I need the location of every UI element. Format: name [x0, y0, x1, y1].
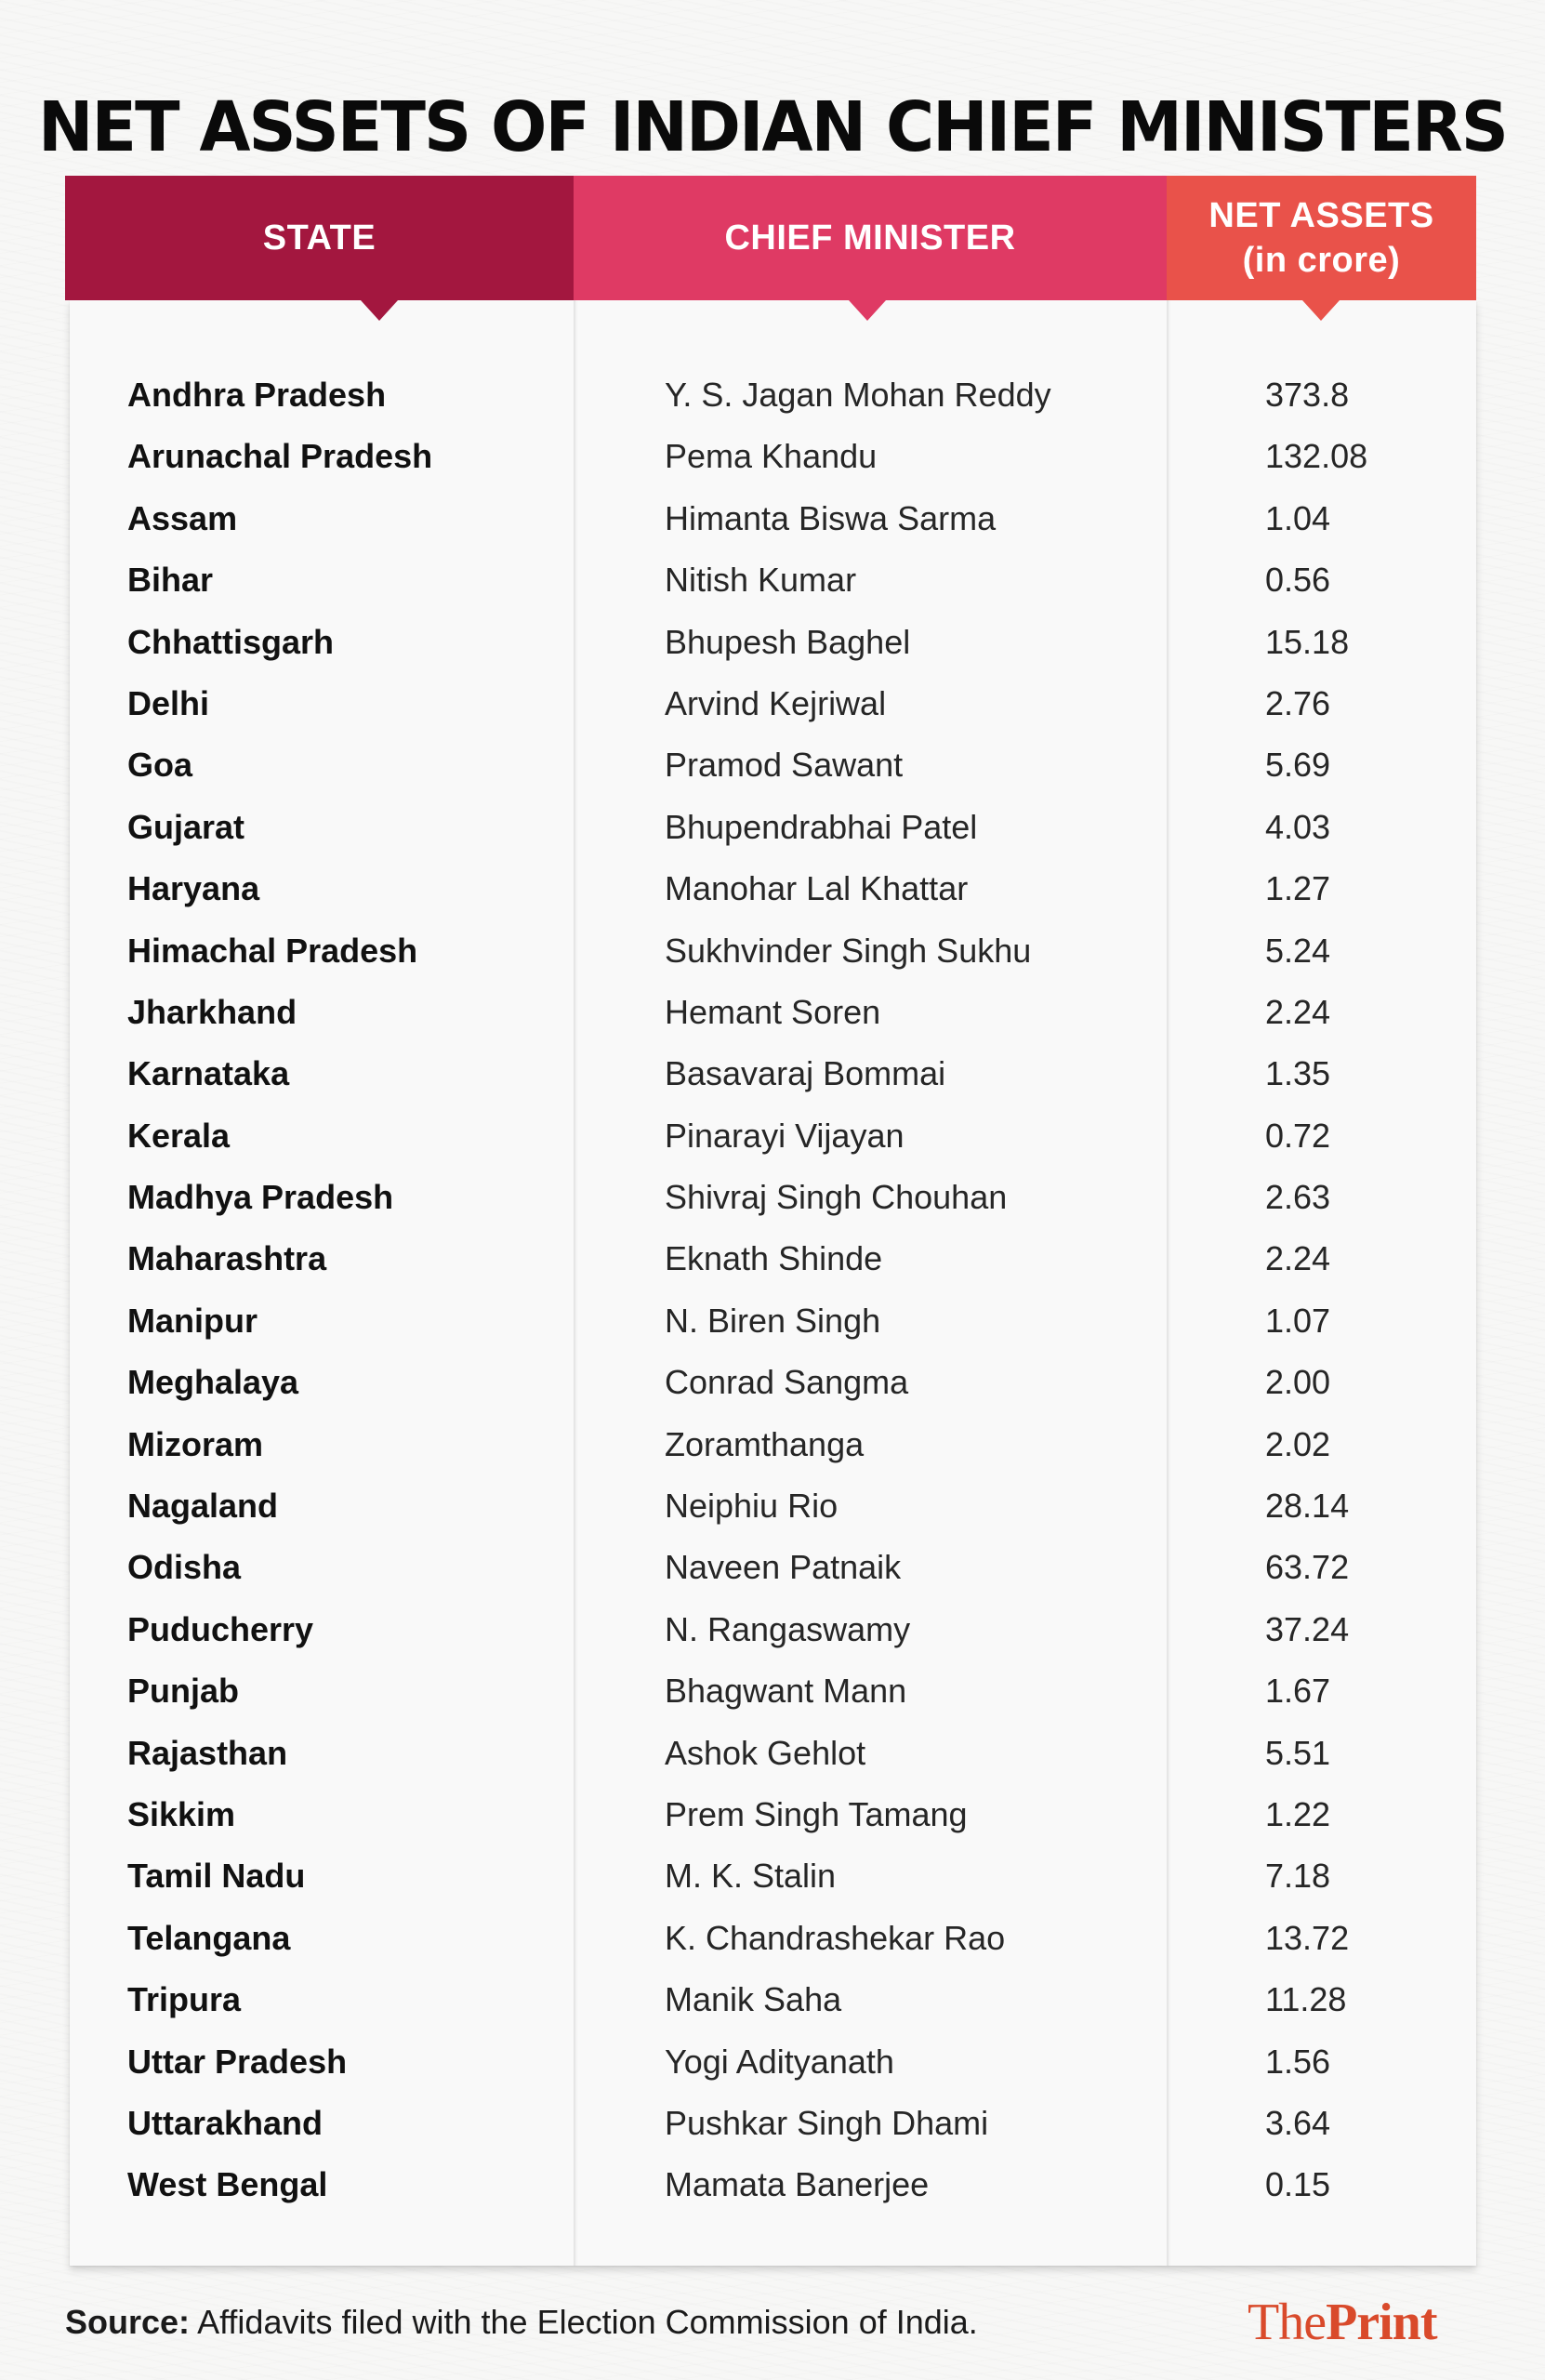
- chief-minister-cell: Y. S. Jagan Mohan Reddy: [665, 376, 1051, 414]
- table-row: [0, 1105, 1545, 1167]
- net-assets-cell: 15.18: [1265, 622, 1350, 661]
- net-assets-cell: 1.67: [1265, 1672, 1331, 1711]
- chief-minister-cell: Basavaraj Bommai: [665, 1054, 946, 1093]
- state-cell: Punjab: [127, 1672, 240, 1711]
- header-cm-label: CHIEF MINISTER: [724, 218, 1016, 258]
- table-row: [0, 1784, 1545, 1845]
- net-assets-cell: 0.72: [1265, 1116, 1331, 1155]
- chief-minister-cell: K. Chandrashekar Rao: [665, 1918, 1006, 1957]
- state-cell: Jharkhand: [127, 992, 297, 1031]
- chief-minister-cell: Conrad Sangma: [665, 1363, 909, 1402]
- state-cell: Maharashtra: [127, 1239, 327, 1278]
- chief-minister-cell: Pramod Sawant: [665, 746, 904, 785]
- table-row: [0, 1228, 1545, 1289]
- state-cell: Uttar Pradesh: [127, 2042, 348, 2081]
- table-rows: [0, 364, 1545, 2216]
- state-cell: Mizoram: [127, 1424, 264, 1463]
- chief-minister-cell: Sukhvinder Singh Sukhu: [665, 931, 1032, 970]
- net-assets-cell: 13.72: [1265, 1918, 1350, 1957]
- state-cell: Gujarat: [127, 807, 245, 846]
- state-cell: Bihar: [127, 561, 214, 600]
- net-assets-cell: 2.24: [1265, 992, 1331, 1031]
- table-row: [0, 858, 1545, 919]
- table-row: [0, 734, 1545, 796]
- state-cell: Uttarakhand: [127, 2103, 324, 2142]
- table-row: [0, 920, 1545, 982]
- chief-minister-cell: Bhupendrabhai Patel: [665, 807, 978, 846]
- table-row: [0, 1908, 1545, 1969]
- chief-minister-cell: Himanta Biswa Sarma: [665, 498, 997, 537]
- table-row: [0, 2031, 1545, 2093]
- net-assets-cell: 5.51: [1265, 1733, 1331, 1772]
- table-row: [0, 1845, 1545, 1907]
- chief-minister-cell: Arvind Kejriwal: [665, 683, 887, 722]
- state-cell: Rajasthan: [127, 1733, 288, 1772]
- table-row: [0, 1414, 1545, 1475]
- state-cell: Tamil Nadu: [127, 1857, 306, 1896]
- theprint-logo: [1248, 2293, 1436, 2352]
- net-assets-cell: 1.04: [1265, 498, 1331, 537]
- logo-print: Print: [1326, 2294, 1437, 2351]
- table-row: [0, 364, 1545, 426]
- state-cell: Kerala: [127, 1116, 231, 1155]
- table-row: [0, 1043, 1545, 1104]
- state-cell: Meghalaya: [127, 1363, 299, 1402]
- net-assets-cell: 3.64: [1265, 2103, 1331, 2142]
- table-row: [0, 2154, 1545, 2215]
- header-net-line2: (in crore): [1242, 241, 1401, 280]
- net-assets-cell: 1.27: [1265, 869, 1331, 908]
- state-cell: Nagaland: [127, 1487, 279, 1526]
- chief-minister-cell: Yogi Adityanath: [665, 2042, 894, 2081]
- chief-minister-cell: Pushkar Singh Dhami: [665, 2103, 989, 2142]
- net-assets-cell: 1.56: [1265, 2042, 1331, 2081]
- state-cell: Haryana: [127, 869, 260, 908]
- source-label: Source:: [65, 2303, 191, 2341]
- net-assets-cell: 2.76: [1265, 683, 1331, 722]
- chief-minister-cell: Manik Saha: [665, 1980, 842, 2019]
- net-assets-cell: 2.24: [1265, 1239, 1331, 1278]
- chief-minister-cell: Bhagwant Mann: [665, 1672, 907, 1711]
- chief-minister-cell: Bhupesh Baghel: [665, 622, 911, 661]
- net-assets-cell: 28.14: [1265, 1487, 1350, 1526]
- header-state-label: STATE: [262, 218, 376, 258]
- state-cell: Delhi: [127, 683, 210, 722]
- table-row: [0, 549, 1545, 611]
- net-assets-cell: 132.08: [1265, 437, 1368, 476]
- state-cell: West Bengal: [127, 2165, 328, 2204]
- chief-minister-cell: Neiphiu Rio: [665, 1487, 839, 1526]
- net-assets-cell: 5.69: [1265, 746, 1331, 785]
- header-state: [65, 176, 574, 300]
- net-assets-cell: 1.35: [1265, 1054, 1331, 1093]
- chief-minister-cell: N. Biren Singh: [665, 1301, 881, 1340]
- net-assets-cell: 4.03: [1265, 807, 1331, 846]
- state-cell: Odisha: [127, 1548, 242, 1587]
- net-assets-cell: 0.15: [1265, 2165, 1331, 2204]
- chief-minister-cell: Nitish Kumar: [665, 561, 857, 600]
- header-pointer-icon: [849, 300, 886, 321]
- state-cell: Puducherry: [127, 1609, 314, 1648]
- chief-minister-cell: Shivraj Singh Chouhan: [665, 1178, 1008, 1217]
- table-row: [0, 1969, 1545, 2030]
- chief-minister-cell: Manohar Lal Khattar: [665, 869, 969, 908]
- net-assets-cell: 0.56: [1265, 561, 1331, 600]
- state-cell: Madhya Pradesh: [127, 1178, 394, 1217]
- table-row: [0, 1167, 1545, 1228]
- table-row: [0, 673, 1545, 734]
- net-assets-cell: 37.24: [1265, 1609, 1350, 1648]
- header-pointer-icon: [361, 300, 398, 321]
- net-assets-cell: 5.24: [1265, 931, 1331, 970]
- table-row: [0, 982, 1545, 1043]
- net-assets-cell: 373.8: [1265, 376, 1350, 414]
- table-row: [0, 797, 1545, 858]
- table-row: [0, 1723, 1545, 1784]
- state-cell: Telangana: [127, 1918, 291, 1957]
- state-cell: Tripura: [127, 1980, 242, 2019]
- net-assets-cell: 63.72: [1265, 1548, 1350, 1587]
- net-assets-cell: 1.07: [1265, 1301, 1331, 1340]
- net-assets-cell: 2.63: [1265, 1178, 1331, 1217]
- state-cell: Arunachal Pradesh: [127, 437, 433, 476]
- header-pointer-icon: [1302, 300, 1340, 321]
- state-cell: Manipur: [127, 1301, 258, 1340]
- header-net-label: [1208, 193, 1433, 283]
- page-title: NET ASSETS OF INDIAN CHIEF MINISTERS: [37, 86, 1507, 167]
- table-row: [0, 1599, 1545, 1660]
- chief-minister-cell: Ashok Gehlot: [665, 1733, 866, 1772]
- header-net-line1: NET ASSETS: [1208, 196, 1434, 235]
- table-row: [0, 2093, 1545, 2154]
- state-cell: Himachal Pradesh: [127, 931, 418, 970]
- chief-minister-cell: Pema Khandu: [665, 437, 878, 476]
- table-row: [0, 1290, 1545, 1352]
- state-cell: Chhattisgarh: [127, 622, 335, 661]
- source-note: [65, 2302, 978, 2343]
- table-row: [0, 1660, 1545, 1722]
- net-assets-cell: 2.02: [1265, 1424, 1331, 1463]
- table-row: [0, 1537, 1545, 1598]
- logo-the: The: [1248, 2294, 1327, 2351]
- chief-minister-cell: Eknath Shinde: [665, 1239, 883, 1278]
- chief-minister-cell: Mamata Banerjee: [665, 2165, 930, 2204]
- chief-minister-cell: Pinarayi Vijayan: [665, 1116, 905, 1155]
- net-assets-cell: 7.18: [1265, 1857, 1331, 1896]
- source-text: Affidavits filed with the Election Commission of India.: [190, 2303, 978, 2341]
- net-assets-cell: 1.22: [1265, 1794, 1331, 1833]
- state-cell: Goa: [127, 746, 193, 785]
- chief-minister-cell: M. K. Stalin: [665, 1857, 837, 1896]
- table-row: [0, 1475, 1545, 1537]
- net-assets-cell: 2.00: [1265, 1363, 1331, 1402]
- header-chief-minister: [574, 176, 1167, 300]
- state-cell: Sikkim: [127, 1794, 236, 1833]
- state-cell: Assam: [127, 498, 238, 537]
- table-row: [0, 426, 1545, 487]
- chief-minister-cell: Hemant Soren: [665, 992, 881, 1031]
- chief-minister-cell: Zoramthanga: [665, 1424, 865, 1463]
- chief-minister-cell: Naveen Patnaik: [665, 1548, 902, 1587]
- net-assets-cell: 11.28: [1265, 1980, 1347, 2019]
- state-cell: Karnataka: [127, 1054, 290, 1093]
- chief-minister-cell: N. Rangaswamy: [665, 1609, 911, 1648]
- table-row: [0, 612, 1545, 673]
- table-row: [0, 1352, 1545, 1413]
- chief-minister-cell: Prem Singh Tamang: [665, 1794, 968, 1833]
- table-row: [0, 488, 1545, 549]
- state-cell: Andhra Pradesh: [127, 376, 387, 414]
- header-net-assets: [1167, 176, 1476, 300]
